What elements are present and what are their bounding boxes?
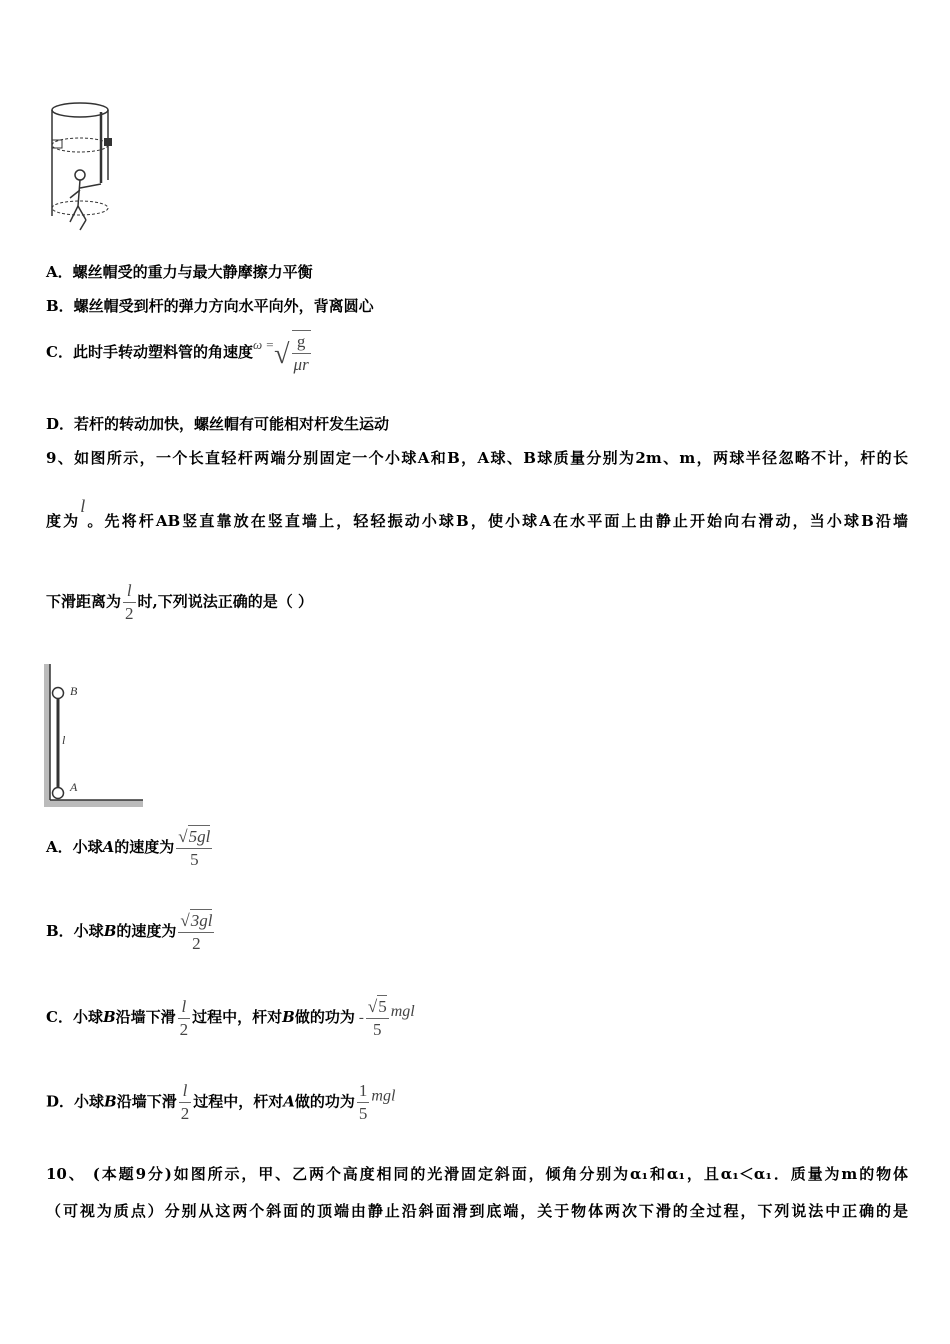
q9-option-d-post2: 做的功为: [294, 1092, 355, 1111]
q9-option-b-fraction: [178, 909, 214, 955]
q9-option-c-var2: B: [282, 1008, 295, 1026]
q9-option-d-tail: mgl: [371, 1087, 396, 1105]
q9-option-c-post1: 过程中，杆对: [192, 1008, 283, 1026]
q9-option-b-num: √3gl: [180, 911, 213, 930]
q8-option-c-num: g: [296, 332, 306, 351]
q8-option-a: A．螺丝帽受的重力与最大静摩擦力平衡: [46, 263, 313, 281]
q9-option-c-half-den: 2: [179, 1019, 189, 1039]
q9-option-d-pre: D．小球: [46, 1092, 105, 1111]
q9-option-b: [46, 909, 216, 955]
q9-option-c-half-num: l: [181, 996, 187, 1016]
q8-option-d: D．若杆的转动加快，螺丝帽有可能相对杆发生运动: [46, 415, 390, 433]
q9-line3-pre: 下滑距离为: [46, 592, 122, 611]
sqrt-icon: √: [274, 339, 290, 370]
q9-option-c-var: B: [102, 1008, 116, 1026]
q9-line2-pre: 度为: [46, 512, 81, 530]
q9-option-b-var: B: [103, 922, 117, 940]
q9-option-d-num: 1: [358, 1081, 368, 1100]
cylinder-figure: [46, 98, 118, 238]
q8-option-b: B．螺丝帽受到杆的弹力方向水平向外，背离圆心: [46, 297, 374, 315]
q9-option-d-den: 5: [358, 1104, 368, 1123]
q9-line3: [46, 580, 313, 625]
q9-half-num: l: [126, 581, 132, 600]
q9-option-b-den: 2: [178, 932, 214, 955]
q9-option-d: [46, 1080, 395, 1125]
q8-option-c-text: C．此时手转动塑料管的角速度: [46, 343, 253, 361]
q9-length-symbol: l: [80, 496, 86, 516]
q9-option-b-pre: B．小球: [46, 922, 104, 940]
q9-option-a-post: 的速度为: [114, 838, 175, 856]
q9-option-a: [46, 825, 214, 871]
q9-option-c-tail: mgl: [390, 1003, 415, 1020]
q9-option-c-half: [178, 996, 191, 1041]
q9-option-b-post: 的速度为: [116, 922, 177, 940]
q9-option-c-post2: 做的功为: [294, 1008, 355, 1026]
q9-option-a-var: A: [102, 838, 115, 856]
q8-option-c-omega: ω =: [252, 337, 275, 352]
q9-option-d-half-num: l: [182, 1081, 188, 1100]
q9-option-d-post1: 过程中，杆对: [193, 1092, 284, 1111]
q9-line2: [46, 496, 908, 531]
q9-option-c-num: √5: [367, 997, 387, 1016]
rod-wall-figure: [44, 664, 144, 808]
q9-option-a-num: √5gl: [178, 827, 211, 846]
q9-option-c-pre: C．小球: [46, 1008, 103, 1026]
ball-b-label: B: [70, 684, 78, 698]
q8-option-c-den: μr: [293, 355, 309, 374]
q8-option-c: [46, 330, 313, 376]
q9-half-den: 2: [125, 604, 134, 623]
rod-length-label: l: [62, 733, 66, 747]
q9-option-d-half-den: 2: [180, 1104, 190, 1123]
q9-option-a-den: 5: [176, 848, 212, 871]
q9-line2-post: 。先将杆AB竖直靠放在竖直墙上，轻轻振动小球B，使小球A在水平面上由静止开始向右滑动，当小球B沿墙: [85, 512, 908, 530]
q9-option-c: [46, 995, 415, 1041]
ball-a-label: A: [70, 780, 78, 794]
q9-option-d-mid: 沿墙下滑: [116, 1092, 177, 1111]
q9-option-c-mid: 沿墙下滑: [115, 1008, 176, 1026]
q9-option-c-fraction: [366, 995, 389, 1041]
q9-option-c-sign: -: [358, 1010, 364, 1026]
q9-option-c-den: 5: [366, 1018, 389, 1041]
q9-option-a-fraction: [176, 825, 212, 871]
q9-option-a-pre: A．小球: [46, 838, 103, 856]
q9-line1: 9、如图所示，一个长直轻杆两端分别固定一个小球A和B，A球、B球质量分别为2m、m，两球半径忽略不计，杆的长: [46, 449, 908, 467]
q9-option-d-fraction: [357, 1080, 370, 1125]
q10-line1: 10、 (本题9分)如图所示，甲、乙两个高度相同的光滑固定斜面，倾角分别为α₁和α₁，且α₁＜α₁．质量为m的物体: [46, 1165, 908, 1183]
q9-half-fraction: [123, 580, 136, 625]
q9-option-d-half: [179, 1080, 192, 1125]
q9-option-d-var2: A: [283, 1092, 295, 1111]
q10-line2: （可视为质点）分别从这两个斜面的顶端由静止沿斜面滑到底端，关于物体两次下滑的全过程，下列说法中正确的是: [46, 1202, 908, 1220]
q9-line3-post: 时,下列说法正确的是（ ）: [137, 592, 313, 611]
q9-option-d-var: B: [104, 1092, 117, 1111]
q8-option-c-fraction: [292, 330, 311, 376]
